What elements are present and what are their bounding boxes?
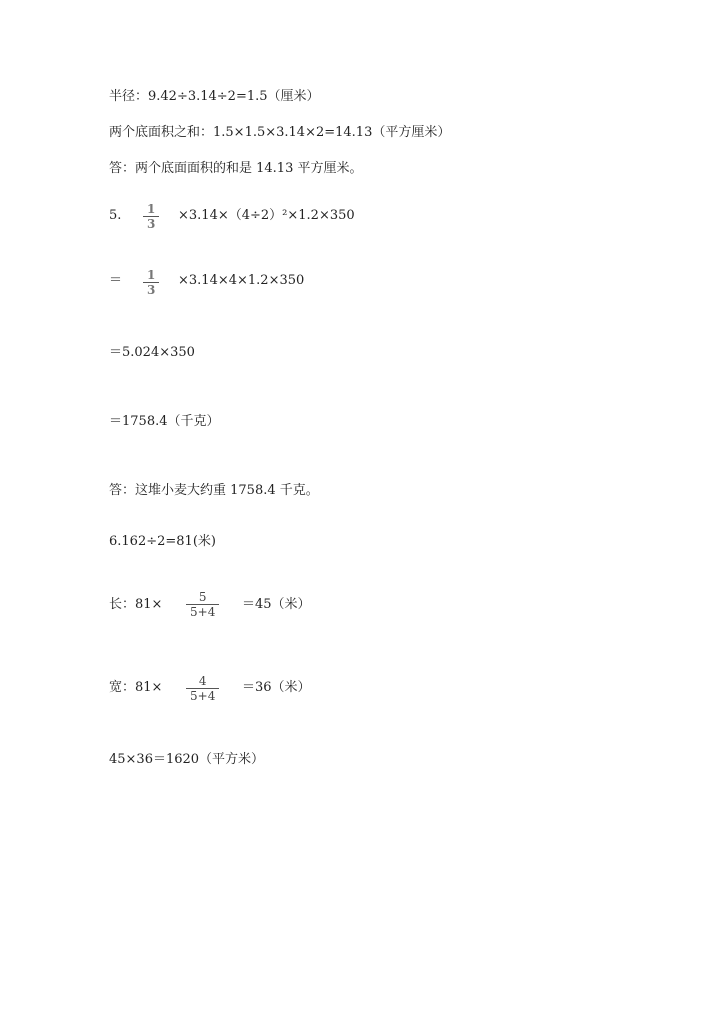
fraction-denominator: 3 bbox=[147, 217, 156, 231]
fraction-four-ninths bbox=[186, 674, 219, 703]
length-prefix: 长：81× bbox=[109, 597, 163, 612]
problem-5-number: 5. bbox=[109, 208, 122, 223]
step-2-expression: ×3.14×4×1.2×350 bbox=[178, 273, 305, 288]
fraction-numerator: 1 bbox=[147, 202, 156, 216]
fraction-denominator: 3 bbox=[147, 283, 156, 297]
step-4-line: ＝1758.4（千克） bbox=[109, 414, 220, 429]
equals-sign-1: ＝ bbox=[109, 273, 123, 288]
width-prefix: 宽：81× bbox=[109, 680, 163, 695]
radius-line: 半径：9.42÷3.14÷2=1.5（厘米） bbox=[109, 89, 320, 104]
problem-6-line: 6.162÷2=81(米) bbox=[109, 534, 216, 549]
fraction-numerator: 4 bbox=[198, 674, 207, 688]
width-result: ＝36（米） bbox=[242, 680, 311, 695]
answer-line-1: 答：两个底面面积的和是 14.13 平方厘米。 bbox=[109, 161, 363, 176]
fraction-five-ninths bbox=[186, 590, 219, 619]
step-3-line: ＝5.024×350 bbox=[109, 345, 195, 360]
fraction-denominator: 5+4 bbox=[190, 689, 216, 703]
fraction-one-third-1 bbox=[143, 202, 159, 231]
problem-5-expression: ×3.14×（4÷2）²×1.2×350 bbox=[178, 208, 355, 223]
answer-line-2: 答：这堆小麦大约重 1758.4 千克。 bbox=[109, 483, 319, 498]
fraction-denominator: 5+4 bbox=[190, 605, 216, 619]
length-result: ＝45（米） bbox=[242, 597, 311, 612]
base-area-sum-line: 两个底面积之和：1.5×1.5×3.14×2=14.13（平方厘米） bbox=[109, 125, 451, 140]
fraction-one-third-2 bbox=[143, 268, 159, 297]
area-line: 45×36＝1620（平方米） bbox=[109, 752, 265, 767]
fraction-numerator: 5 bbox=[198, 590, 207, 604]
fraction-numerator: 1 bbox=[147, 268, 156, 282]
